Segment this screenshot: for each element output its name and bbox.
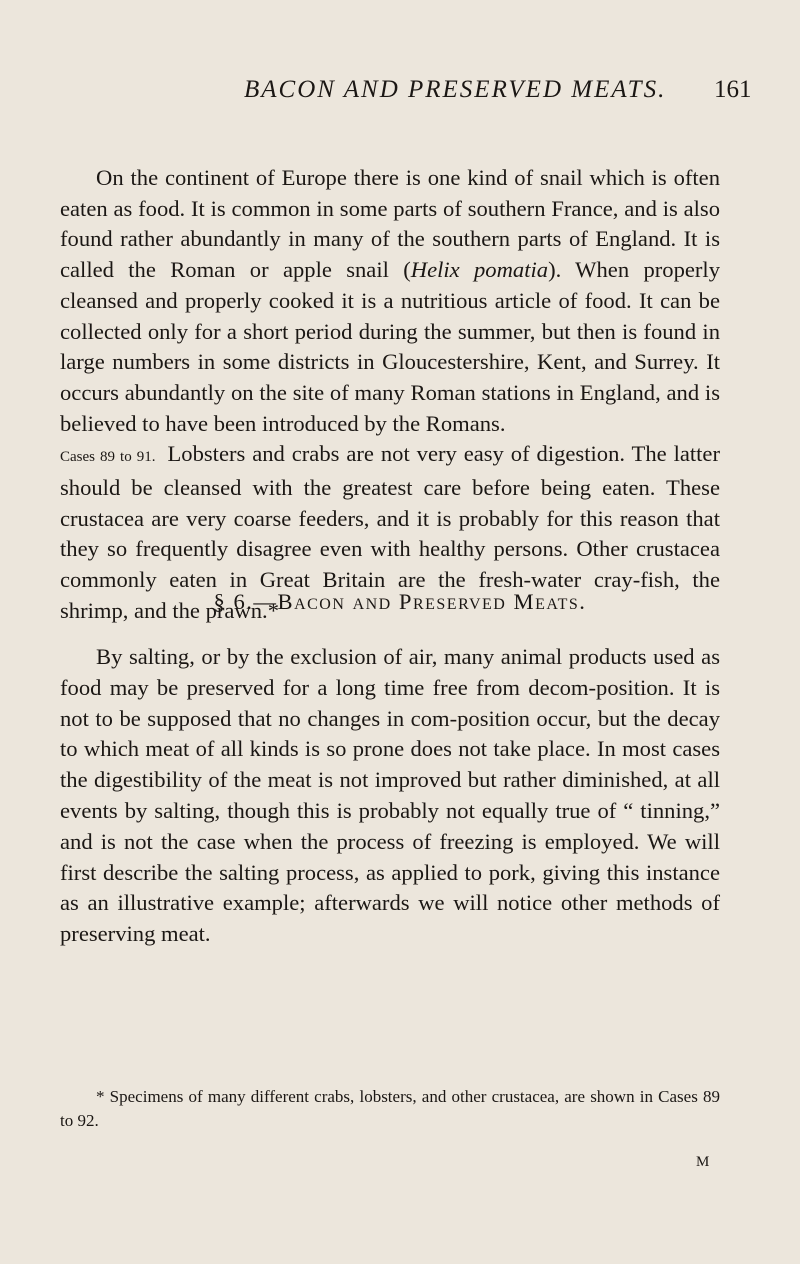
signature-mark: M xyxy=(696,1154,711,1170)
body-text-upper xyxy=(60,163,720,627)
paragraph-snail-text-2: ). When properly cleansed and properly cooked it is a nutritious article of food. It can be collected only for a short period during the summer, but then is found in large numbers in some districts in Gloucestershire, Kent, and Surrey. It occurs abundantly on the site of many Roman stations in England, and is believed to have been introduced by the Romans. xyxy=(60,257,720,436)
page-header xyxy=(0,76,800,116)
paragraph-salting: By salting, or by the exclusion of air, many animal products used as food may be preserved for a long time free from decom-position. It is not to be supposed that no changes in com-position occur, but the decay to which meat of all kinds is so prone does not take place. In most cases the digestibility of the meat is not improved but rather diminished, at all events by salting, though this is probably not equally true of “ tinning,” and is not the case when the process of freezing is employed. We will first describe the salting process, as applied to pork, giving this instance as an illustrative example; afterwards we will notice other methods of preserving meat. xyxy=(60,644,720,947)
footnote-text: * Specimens of many different crabs, lobsters, and other crustacea, are shown in Cases 89 to 92. xyxy=(60,1087,720,1130)
margin-note: Cases 89 to 91. xyxy=(60,449,156,466)
footnote xyxy=(60,1085,720,1133)
paragraph-lobsters-text: Lobsters and crabs are not very easy of digestion. The latter should be cleansed with the greatest care before being eaten. These crustacea are very coarse feeders, and it is probably for this reason that they so frequently disagree even with healthy persons. Other crustacea commonly eaten in Great Britain are the fresh-water cray-fish, the shrimp, and the prawn.* xyxy=(60,441,720,623)
running-title: BACON AND PRESERVED MEATS. xyxy=(244,76,667,103)
page-number: 161 xyxy=(714,76,752,103)
species-name-italic: Helix pomatia xyxy=(410,257,549,283)
section-heading: § 6.—Bacon and Preserved Meats. xyxy=(213,589,587,614)
body-text-lower xyxy=(60,642,720,950)
paragraph-snail xyxy=(60,163,720,439)
paragraph-snail-text-1: On the continent of Europe there is one kind of snail which is often eaten as food. It is common in some parts of southern France, and is also found rather abundantly in many of the southern parts of England. It is called the Roman or apple snail ( xyxy=(60,165,720,283)
